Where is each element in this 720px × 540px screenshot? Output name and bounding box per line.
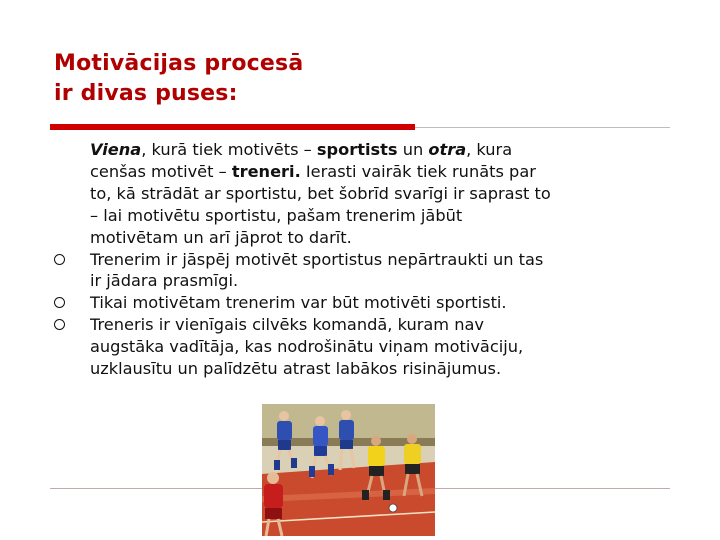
title-underline-red — [50, 124, 415, 130]
slide-title — [54, 49, 303, 109]
bullet-line: ir jādara prasmīgi. — [90, 271, 239, 291]
bullet-line: Trenerim ir jāspēj motivēt sportistus nepārtraukti un tas — [90, 249, 544, 269]
intro-line-5: motivētam un arī jāprot to darīt. — [90, 227, 352, 247]
intro-line-3: to, kā strādāt ar sportistu, bet šobrīd svarīgi ir saprast to — [90, 183, 551, 203]
hollow-circle-bullet-icon — [54, 319, 65, 330]
bullet-line: Treneris ir vienīgais cilvēks komandā, kuram nav — [90, 315, 484, 335]
slide-title-line-1: Motivācijas procesā — [54, 51, 304, 76]
bullet-item — [50, 314, 690, 380]
bullet-item — [50, 292, 690, 314]
hollow-circle-bullet-icon — [54, 254, 65, 265]
bullet-item — [50, 249, 690, 293]
slide-title-line-2: ir divas puses: — [54, 81, 238, 106]
hollow-circle-bullet-icon — [54, 297, 65, 308]
intro-line-1: Viena, kurā tiek motivēts – sportists un otra, kura — [90, 140, 513, 159]
bullet-line: Tikai motivētam trenerim var būt motivēti sportisti. — [90, 293, 507, 313]
bullet-line: augstāka vadītāja, kas nodrošinātu viņam motivāciju, — [90, 337, 524, 357]
intro-line-4: – lai motivētu sportistu, pašam trenerim jābūt — [90, 205, 463, 225]
intro-paragraph — [50, 139, 690, 249]
body-list — [50, 139, 690, 380]
bullet-line: uzklausītu un palīdzētu atrast labākos risinājumus. — [90, 359, 502, 379]
intro-line-2: cenšas motivēt – treneri. Ierasti vairāk tiek runāts par — [90, 161, 536, 181]
futsal-photo — [262, 404, 435, 536]
